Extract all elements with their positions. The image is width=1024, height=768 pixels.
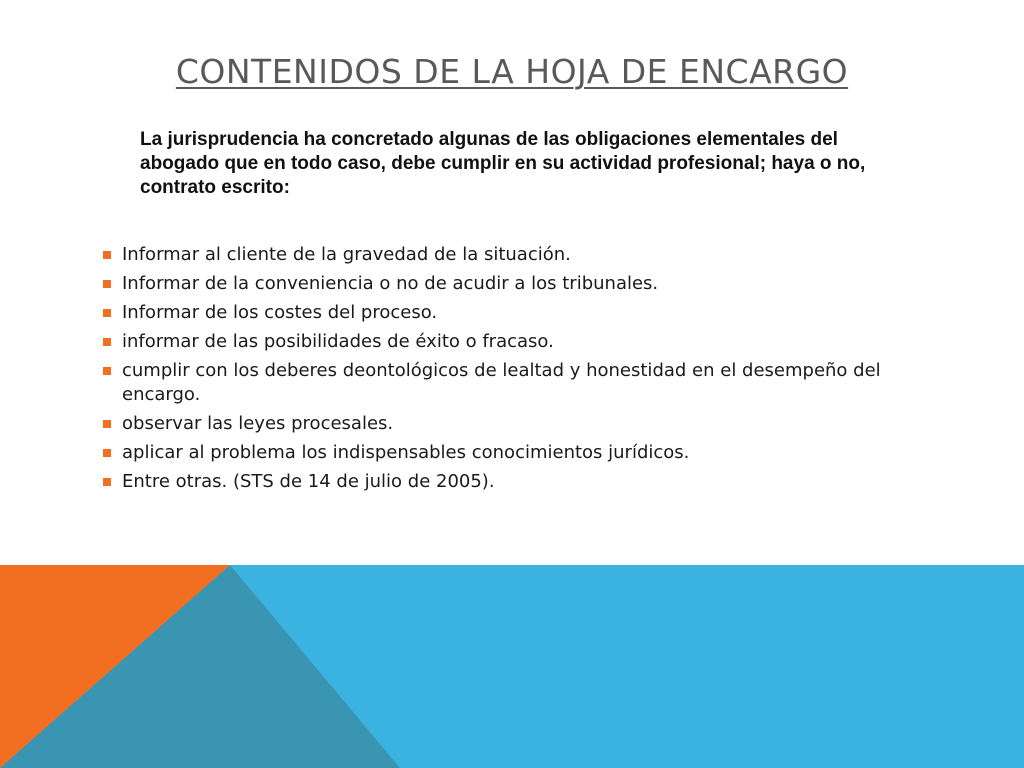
list-item-text: Informar al cliente de la gravedad de la situación. — [122, 244, 571, 265]
square-bullet-icon — [103, 449, 111, 457]
list-item-text: Entre otras. (STS de 14 de julio de 2005). — [122, 471, 495, 492]
square-bullet-icon — [103, 280, 111, 288]
list-item — [100, 412, 920, 436]
list-item-text: informar de las posibilidades de éxito o fracaso. — [122, 331, 554, 352]
square-bullet-icon — [103, 420, 111, 428]
slide-title: CONTENIDOS DE LA HOJA DE ENCARGO — [175, 52, 849, 91]
list-item-text: cumplir con los deberes deontológicos de lealtad y honestidad en el desempeño del encargo. — [122, 360, 881, 405]
list-item-text: observar las leyes procesales. — [122, 413, 394, 434]
list-item — [100, 272, 920, 296]
square-bullet-icon — [103, 478, 111, 486]
list-item — [100, 470, 920, 494]
list-item-text: Informar de la conveniencia o no de acudir a los tribunales. — [122, 273, 659, 294]
list-item — [100, 301, 920, 325]
list-item — [100, 359, 920, 407]
decorative-footer-shapes — [0, 565, 1024, 768]
intro-paragraph: La jurisprudencia ha concretado algunas de las obligaciones elementales del abogado que en todo caso, debe cumplir en su actividad profesional; haya o no, contrato escrito: — [140, 129, 866, 198]
square-bullet-icon — [103, 367, 111, 375]
square-bullet-icon — [103, 338, 111, 346]
list-item — [100, 441, 920, 465]
list-item-text: Informar de los costes del proceso. — [122, 302, 438, 323]
list-item — [100, 243, 920, 267]
bullet-list — [100, 243, 920, 499]
list-item — [100, 330, 920, 354]
square-bullet-icon — [103, 251, 111, 259]
list-item-text: aplicar al problema los indispensables conocimientos jurídicos. — [122, 442, 690, 463]
square-bullet-icon — [103, 309, 111, 317]
